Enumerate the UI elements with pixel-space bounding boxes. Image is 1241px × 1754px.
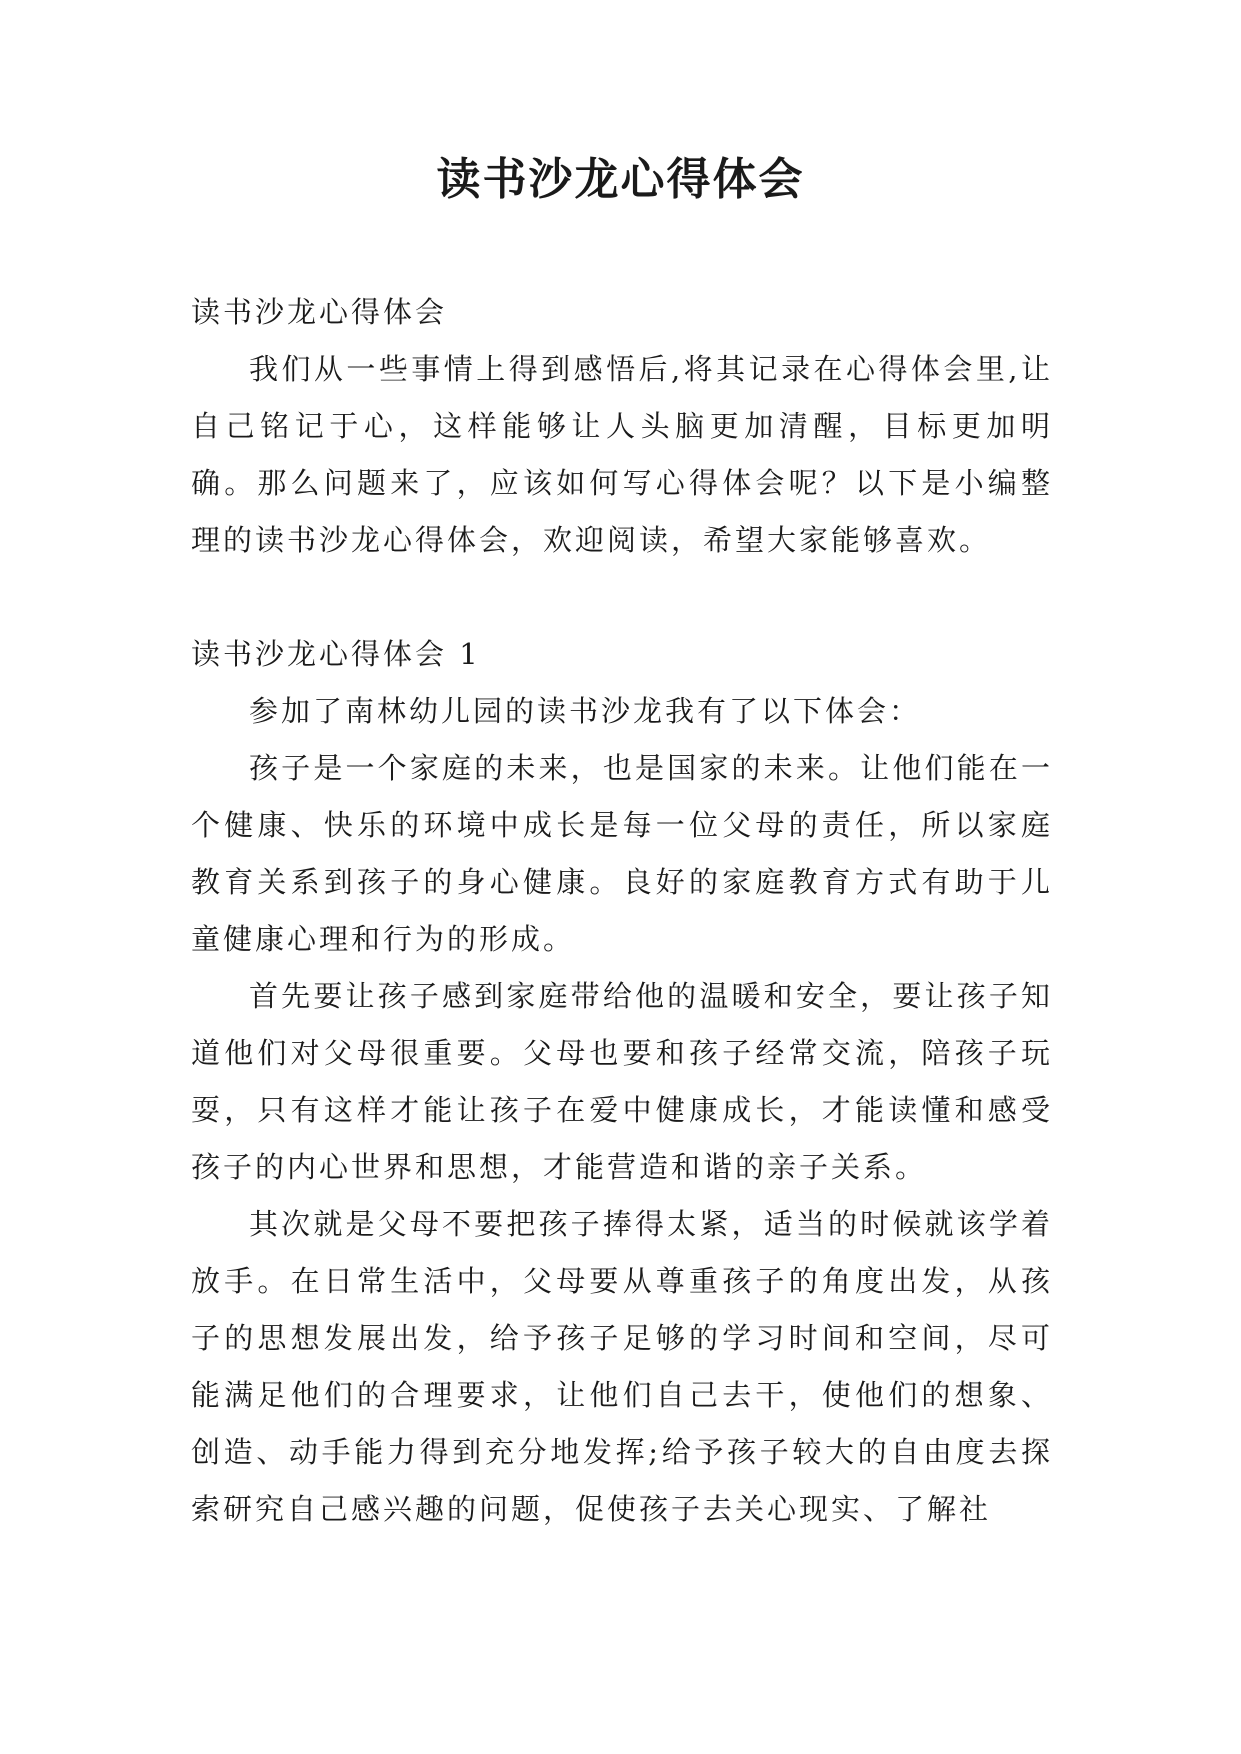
section-1-heading: 读书沙龙心得体会 1 xyxy=(191,637,481,671)
section-1-paragraph-4: 其次就是父母不要把孩子捧得太紧，适当的时候就该学着放手。在日常生活中，父母要从尊重孩子的角度出发，从孩子的思想发展出发，给予孩子足够的学习时间和空间，尽可能满足他们的合理要求，让他们自己去干，使他们的想象、创造、动手能力得到充分地发挥;给予孩子较大的自由度去探索研究自己感兴趣的问题，促使孩子去关心现实、了解社 xyxy=(191,1207,1053,1526)
intro-paragraph: 我们从一些事情上得到感悟后,将其记录在心得体会里,让自己铭记于心，这样能够让人头脑更加清醒，目标更加明确。那么问题来了，应该如何写心得体会呢？以下是小编整理的读书沙龙心得体会，欢迎阅读，希望大家能够喜欢。 xyxy=(191,352,1053,557)
section-1-paragraph-3: 首先要让孩子感到家庭带给他的温暖和安全，要让孩子知道他们对父母很重要。父母也要和孩子经常交流，陪孩子玩耍，只有这样才能让孩子在爱中健康成长，才能读懂和感受孩子的内心世界和思想，才能营造和谐的亲子关系。 xyxy=(191,979,1053,1184)
section-spacer xyxy=(191,569,1053,626)
document-title: 读书沙龙心得体会 xyxy=(436,154,805,205)
document-body xyxy=(191,284,1053,1538)
section-1-paragraph-1: 参加了南林幼儿园的读书沙龙我有了以下体会： xyxy=(249,694,922,728)
intro-heading: 读书沙龙心得体会 xyxy=(191,295,448,329)
section-1-paragraph-2: 孩子是一个家庭的未来，也是国家的未来。让他们能在一个健康、快乐的环境中成长是每一位父母的责任，所以家庭教育关系到孩子的身心健康。良好的家庭教育方式有助于儿童健康心理和行为的形成。 xyxy=(191,751,1053,956)
